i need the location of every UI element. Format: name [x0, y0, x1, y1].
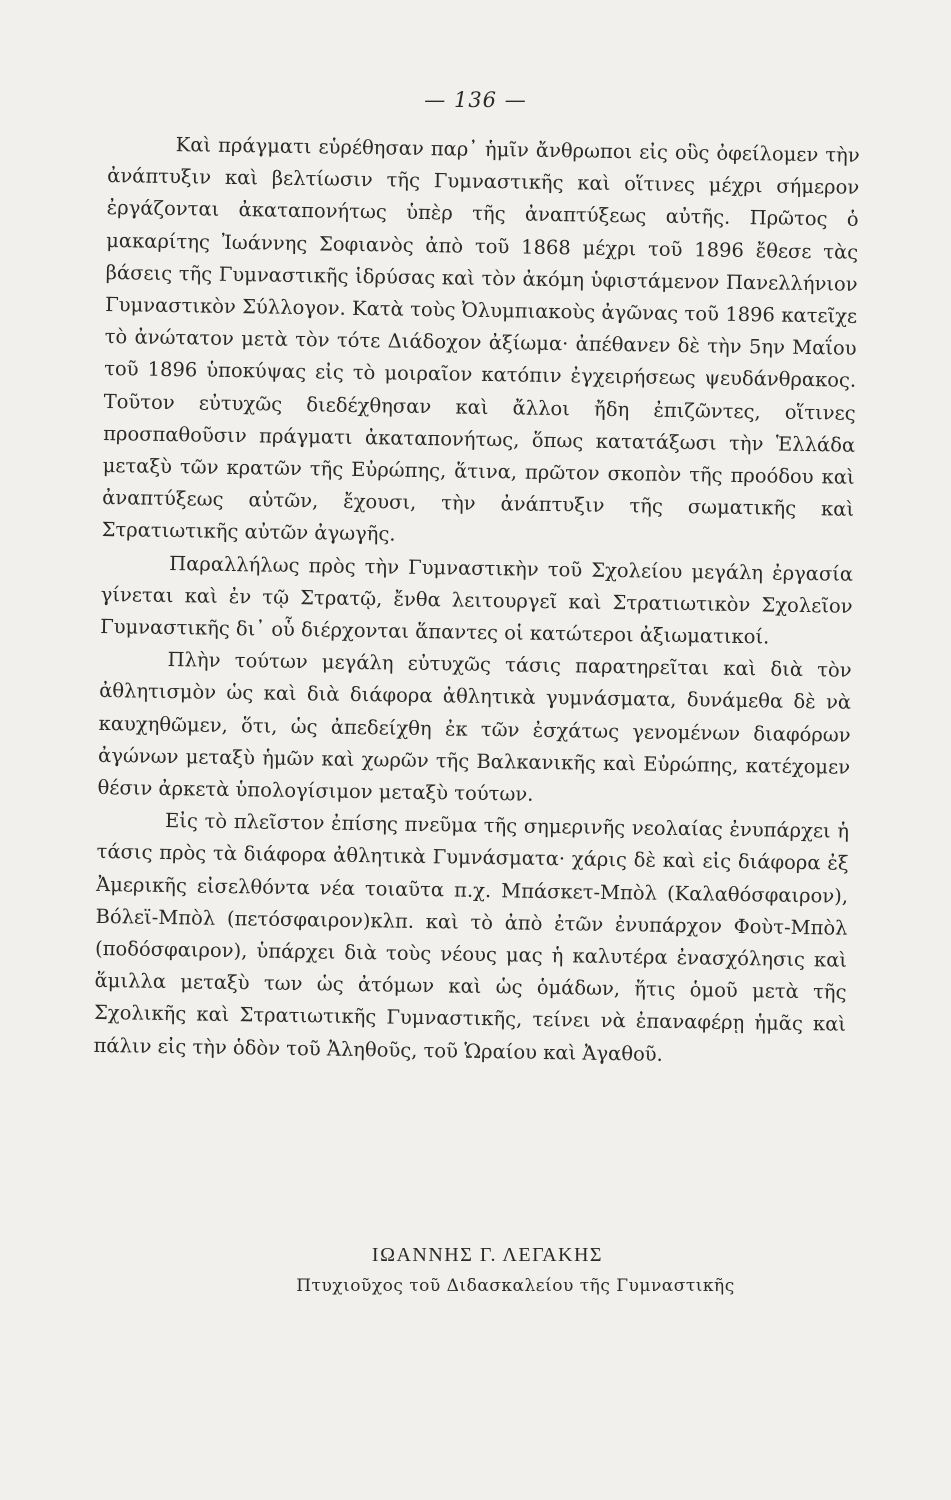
paragraph-3: Πλὴν τούτων μεγάλη εὐτυχῶς τάσις παρατηρεῖται καὶ διὰ τὸν ἀθλητισμὸν ὡς καὶ διὰ διάφορα ἀθλητικὰ γυμνάσματα, δυνάμεθα δὲ νὰ καυχηθῶμεν, ὅτι, ὡς ἀπεδείχθη ἐκ τῶν ἐσχάτως γενομένων διαφόρων ἀγώνων μεταξὺ ἡμῶν καὶ χωρῶν τῆς Βαλκανικῆς καὶ Εὐρώπης, κατέχομεν θέσιν ἀρκετὰ ὑπολογίσιμον μεταξὺ τούτων.	[97, 648, 852, 806]
paragraph-2: Παραλλήλως πρὸς τὴν Γυμναστικὴν τοῦ Σχολείου μεγάλη ἐργασία γίνεται καὶ ἐν τῷ Στρατῷ, ἔνθα λειτουργεῖ καὶ Στρατιωτικὸν Σχολεῖον Γυμναστικῆς δι᾽ οὗ διέρχονται ἅπαντες οἱ κατώτεροι ἀξιωματικοί.	[99, 551, 854, 649]
paragraph-4: Εἰς τὸ πλεῖστον ἐπίσης πνεῦμα τῆς σημερινῆς νεολαίας ἐνυπάρχει ἡ τάσις πρὸς τὰ διάφορα ἀθλητικὰ Γυμνάσματα· χάρις δὲ καὶ εἰς διάφορα ἐξ Ἀμερικῆς εἰσελθόντα νέα τοιαῦτα π.χ. Μπάσκετ-Μπὸλ (Καλαθόσφαιρον), Βόλεϊ-Μπὸλ (πετόσφαιρον)κλπ. καὶ τὸ ἀπὸ ἐτῶν ἐνυπάρχον Φοὺτ-Μπὸλ (ποδόσφαιρον), ὑπάρχει διὰ τοὺς νέους μας ἡ καλυτέρα ἐνασχόλησις καὶ ἅμιλλα μεταξὺ των ὡς ἀτόμων καὶ ὡς ὁμάδων, ἥτις ὁμοῦ μετὰ τῆς Σχολικῆς καὶ Στρατιωτικῆς Γυμναστικῆς, τείνει νὰ ἐπαναφέρῃ ἡμᾶς καὶ πάλιν εἰς τὴν ὁδὸν τοῦ Ἀληθοῦς, τοῦ Ὡραίου καὶ Ἀγαθοῦ.	[93, 809, 850, 1066]
author-title: Πτυχιοῦχος τοῦ Διδασκαλείου τῆς Γυμναστικῆς	[296, 1276, 735, 1296]
paragraph-1: Καὶ πράγματι εὑρέθησαν παρ᾽ ἡμῖν ἄνθρωποι εἰς οὓς ὀφείλομεν τὴν ἀνάπτυξιν καὶ βελτίωσιν τῆς Γυμναστικῆς καὶ οἵτινες μέχρι σήμερον ἐργάζονται ἀκαταπονήτως ὑπὲρ τῆς ἀναπτύξεως αὐτῆς. Πρῶτος ὁ μακαρίτης Ἰωάννης Σοφιανὸς ἀπὸ τοῦ 1868 μέχρι τοῦ 1896 ἔθεσε τὰς βάσεις τῆς Γυμναστικῆς ἱδρύσας καὶ τὸν ἀκόμη ὑφιστάμενον Πανελλήνιον Γυμναστικὸν Σύλλογον. Κατὰ τοὺς Ὀλυμπιακοὺς ἀγῶνας τοῦ 1896 κατεῖχε τὸ ἀνώτατον μετὰ τὸν τότε Διάδοχον ἀξίωμα· ἀπέθανεν δὲ τὴν 5ην Μαΐου τοῦ 1896 ὑποκύψας εἰς τὸ μοιραῖον κατόπιν ἐγχειρήσεως ψευδάνθρακος. Τοῦτον εὐτυχῶς διεδέχθησαν καὶ ἄλλοι ἤδη ἐπιζῶντες, οἵτινες προσπαθοῦσιν πράγματι ἀκαταπονήτως, ὅπως κατατάξωσι τὴν Ἑλλάδα μεταξὺ τῶν κρατῶν τῆς Εὐρώπης, ἅτινα, πρῶτον σκοπὸν τῆς προόδου καὶ ἀναπτύξεως αὐτῶν, ἔχουσι, τὴν ἀνάπτυξιν τῆς σωματικῆς καὶ Στρατιωτικῆς αὐτῶν ἀγωγῆς.	[101, 133, 860, 547]
page-number: — 136 —	[424, 88, 527, 112]
author-name: ΙΩΑΝΝΗΣ Γ. ΛΕΓΑΚΗΣ	[371, 1244, 604, 1266]
article-body	[93, 128, 860, 1074]
